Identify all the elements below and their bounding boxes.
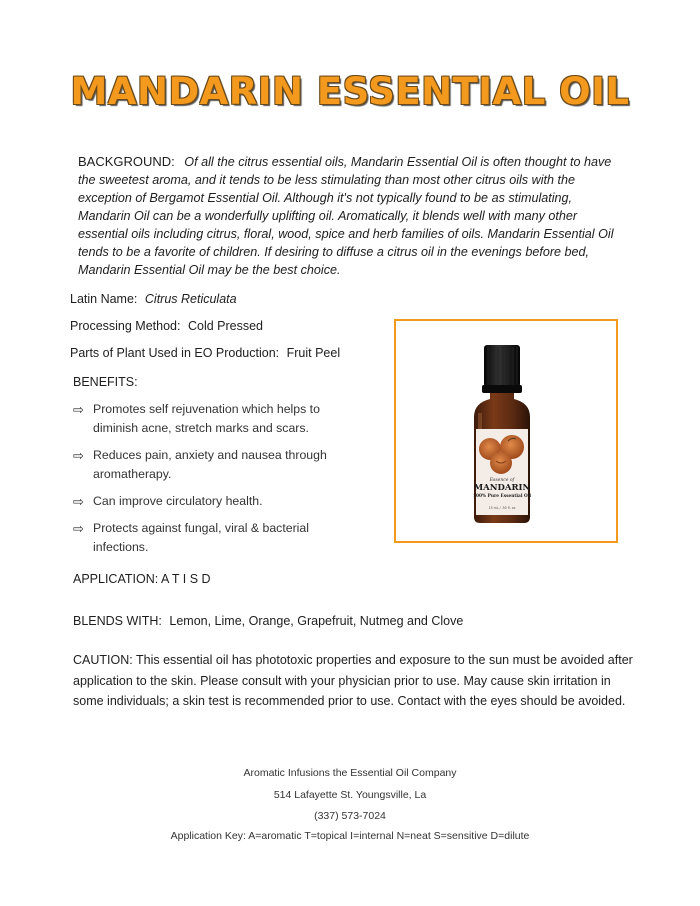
application-value: A T I S D bbox=[161, 572, 211, 586]
product-photo-frame bbox=[394, 319, 618, 543]
bottle-essence-of: Essence of bbox=[489, 478, 515, 483]
benefit-item bbox=[73, 400, 343, 438]
arrow-right-icon: ⇨ bbox=[73, 448, 84, 463]
page-title: MANDARIN ESSENTIAL OIL bbox=[70, 70, 630, 113]
bottle-subtitle: 100% Pure Essential Oil bbox=[473, 494, 531, 499]
footer-address: 514 Lafayette St. Youngsville, La bbox=[273, 789, 427, 801]
benefit-item bbox=[73, 446, 343, 484]
processing-method-value: Cold Pressed bbox=[187, 319, 264, 333]
plant-parts-label: Parts of Plant Used in EO Production: bbox=[70, 346, 280, 360]
background-text: Of all the citrus essential oils, Mandarin Essential Oil is often thought to have the sweetest aroma, and it tends to be less stimulating than most other citrus oils with the exception of Bergamot Essential Oil. Although it's not typically found to be as stimulating, Mandarin Oil can be a wonderfully uplifting oil. Aromatically, it blends well with many other essential oils including citrus, floral, wood, spice and herb families of oils. Mandarin Essential Oil tends to be a favorite of children. If desiring to diffuse a citrus oil in the evenings before bed, Mandarin Essential Oil may be the best choice. bbox=[78, 155, 614, 277]
latin-name-label: Latin Name: bbox=[70, 292, 138, 306]
benefits-label: BENEFITS: bbox=[73, 375, 138, 389]
benefit-item bbox=[73, 519, 343, 557]
footer-application-key: Application Key: A=aromatic T=topical I=internal N=neat S=sensitive D=dilute bbox=[170, 830, 530, 842]
benefits-list bbox=[73, 400, 343, 565]
arrow-right-icon: ⇨ bbox=[73, 521, 84, 536]
application-row bbox=[73, 572, 211, 586]
latin-name-row bbox=[70, 292, 237, 306]
plant-parts-value: Fruit Peel bbox=[286, 346, 341, 360]
benefit-text: Protects against fungal, viral & bacterial infections. bbox=[93, 521, 309, 554]
benefit-text: Reduces pain, anxiety and nausea through aromatherapy. bbox=[93, 448, 327, 481]
plant-parts-row bbox=[70, 346, 340, 360]
benefit-text: Promotes self rejuvenation which helps to diminish acne, stretch marks and scars. bbox=[93, 402, 320, 435]
caution-section bbox=[73, 650, 633, 712]
footer-company: Aromatic Infusions the Essential Oil Company bbox=[243, 767, 457, 779]
footer-phone: (337) 573-7024 bbox=[314, 810, 386, 822]
processing-method-label: Processing Method: bbox=[70, 319, 181, 333]
background-label: BACKGROUND: bbox=[78, 154, 175, 169]
blends-row bbox=[73, 614, 463, 628]
bottle-cap bbox=[482, 345, 522, 393]
benefit-item bbox=[73, 492, 343, 511]
background-section bbox=[78, 153, 628, 279]
arrow-right-icon: ⇨ bbox=[73, 494, 84, 509]
blends-label: BLENDS WITH: bbox=[73, 614, 162, 628]
caution-label: CAUTION: bbox=[73, 653, 133, 667]
processing-method-row bbox=[70, 319, 263, 333]
mandarin-bottle-image bbox=[396, 321, 616, 541]
application-label: APPLICATION: bbox=[73, 572, 159, 586]
latin-name-value: Citrus Reticulata bbox=[144, 292, 237, 306]
bottle-label bbox=[473, 429, 531, 515]
benefit-text: Can improve circulatory health. bbox=[93, 494, 263, 508]
blends-value: Lemon, Lime, Orange, Grapefruit, Nutmeg and Clove bbox=[169, 614, 464, 628]
bottle-volume: 15 mL / .50 fl. oz bbox=[488, 506, 516, 510]
caution-text: This essential oil has phototoxic properties and exposure to the sun must be avoided after application to the skin. Please consult with your physician prior to use. May cause skin irritation in some individuals; a skin test is recommended prior to use. Contact with the eyes should be avoided. bbox=[73, 653, 633, 708]
bottle-name: MANDARIN bbox=[473, 483, 531, 493]
arrow-right-icon: ⇨ bbox=[73, 402, 84, 417]
